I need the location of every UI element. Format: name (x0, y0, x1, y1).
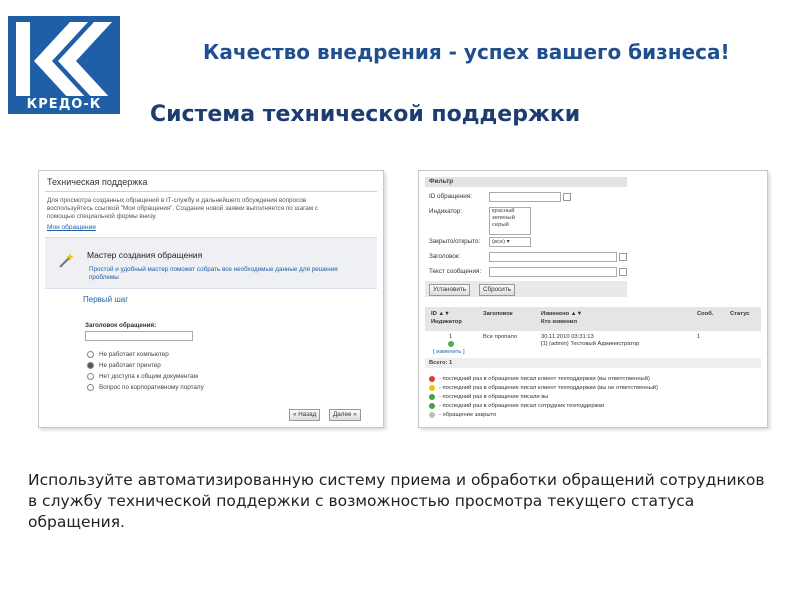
id-label: ID обращения: (429, 193, 472, 200)
reset-button[interactable]: Сбросить (479, 284, 515, 296)
wizard-screenshot (38, 170, 384, 428)
indicator-option[interactable]: серый (492, 222, 509, 228)
option-row[interactable] (87, 351, 169, 358)
message-label: Текст сообщения: (429, 268, 482, 275)
request-title-input[interactable] (85, 331, 193, 341)
divider (45, 191, 377, 192)
wizard-description: Простой и удобный мастер поможет собрать все необходимые данные для решения проблемы (89, 266, 338, 281)
filter-header: Фильтр (425, 177, 627, 187)
closed-select[interactable]: (все) ▾ (489, 237, 531, 247)
row-title: Все пропало (483, 334, 518, 340)
grey-dot-icon (429, 412, 435, 418)
indicator-listbox[interactable] (489, 207, 531, 235)
requests-list-screenshot (418, 170, 768, 428)
yellow-dot-icon (429, 385, 435, 391)
option-label: Нет доступа к общим документам (99, 373, 198, 380)
title-checkbox[interactable] (619, 253, 627, 261)
legend-item: - последний раз в обращение писал сотрудник техподдержки (429, 403, 604, 409)
column-indicator[interactable]: Индикатор (431, 319, 462, 325)
option-row[interactable] (87, 384, 204, 391)
legend-item: - последний раз в обращение писал клиент техподдержки (вы ответственный) (429, 376, 650, 382)
wizard-panel (45, 237, 377, 289)
column-who-changed[interactable]: Кто изменил (541, 319, 578, 325)
radio-button[interactable] (87, 373, 94, 380)
message-filter-input[interactable] (489, 267, 617, 277)
option-row[interactable] (87, 362, 161, 369)
row-who-changed: [1] (admin) Тестовый Администратор (541, 341, 640, 347)
my-requests-link[interactable]: Мои обращения (47, 224, 96, 231)
row-messages: 1 (697, 334, 701, 340)
description-text: Используйте автоматизированную систему приема и обработки обращений сотрудников в службу технической поддержки с возможностью просмотра текущего статуса обращения. (28, 471, 765, 531)
legend-item: - последний раз в обращение писали вы (429, 394, 548, 400)
back-button[interactable]: « Назад (289, 409, 320, 421)
legend-item: - обращение закрыто (429, 412, 496, 418)
logo-text: КРЕДО-К (8, 96, 120, 114)
option-label: Не работает принтер (99, 362, 161, 369)
row-id: 1 (449, 334, 453, 340)
indicator-option[interactable]: зеленый (492, 215, 515, 221)
total-count: Всего: 1 (425, 358, 761, 368)
title-label: Заголовок: (429, 253, 461, 260)
row-changed: 30.11.2010 03:31:13 (541, 334, 594, 340)
closed-label: Закрыто/открыто: (429, 238, 481, 245)
option-label: Вопрос по корпоративному порталу (99, 384, 204, 391)
request-title-label: Заголовок обращения: (85, 322, 157, 329)
indicator-label: Индикатор: (429, 208, 463, 215)
support-title: Техническая поддержка (47, 177, 148, 187)
column-status[interactable]: Статус (730, 311, 750, 317)
set-button[interactable]: Установить (429, 284, 470, 296)
column-messages[interactable]: Сооб. (697, 311, 714, 317)
radio-button[interactable] (87, 384, 94, 391)
green-dot-icon (429, 394, 435, 400)
id-input[interactable] (489, 192, 561, 202)
column-title[interactable]: Заголовок (483, 311, 513, 317)
option-row[interactable] (87, 373, 198, 380)
wizard-title: Мастер создания обращения (87, 250, 203, 260)
indicator-option[interactable]: красный (492, 208, 515, 214)
support-description: Для просмотра созданных обращений в IT-службу и дальнейшего обсуждения вопросов воспользуйтесь ссылкой "Мои обращения". Создание новой заявки выполняется по шагам с помощью специальной формы внизу. (47, 197, 318, 220)
option-label: Не работает компьютер (99, 351, 169, 358)
legend-item: - последний раз в обращение писал клиент техподдержки (вы не ответственный) (429, 385, 658, 391)
green-dot-icon (429, 403, 435, 409)
next-button[interactable]: Далее » (329, 409, 361, 421)
message-checkbox[interactable] (619, 268, 627, 276)
red-dot-icon (429, 376, 435, 382)
edit-link[interactable]: [ изменить ] (433, 349, 465, 355)
radio-button-selected[interactable] (87, 362, 94, 369)
radio-button[interactable] (87, 351, 94, 358)
title-filter-input[interactable] (489, 252, 617, 262)
slogan: Качество внедрения - успех вашего бизнеса! (203, 40, 730, 64)
page-title: Система технической поддержки (150, 102, 581, 127)
id-checkbox[interactable] (563, 193, 571, 201)
step-title: Первый шаг (83, 295, 129, 304)
column-id[interactable]: ID ▲▼ (431, 311, 450, 317)
column-changed[interactable]: Изменено ▲▼ (541, 311, 583, 317)
status-indicator-green (448, 341, 454, 347)
magic-wand-icon (57, 252, 75, 270)
